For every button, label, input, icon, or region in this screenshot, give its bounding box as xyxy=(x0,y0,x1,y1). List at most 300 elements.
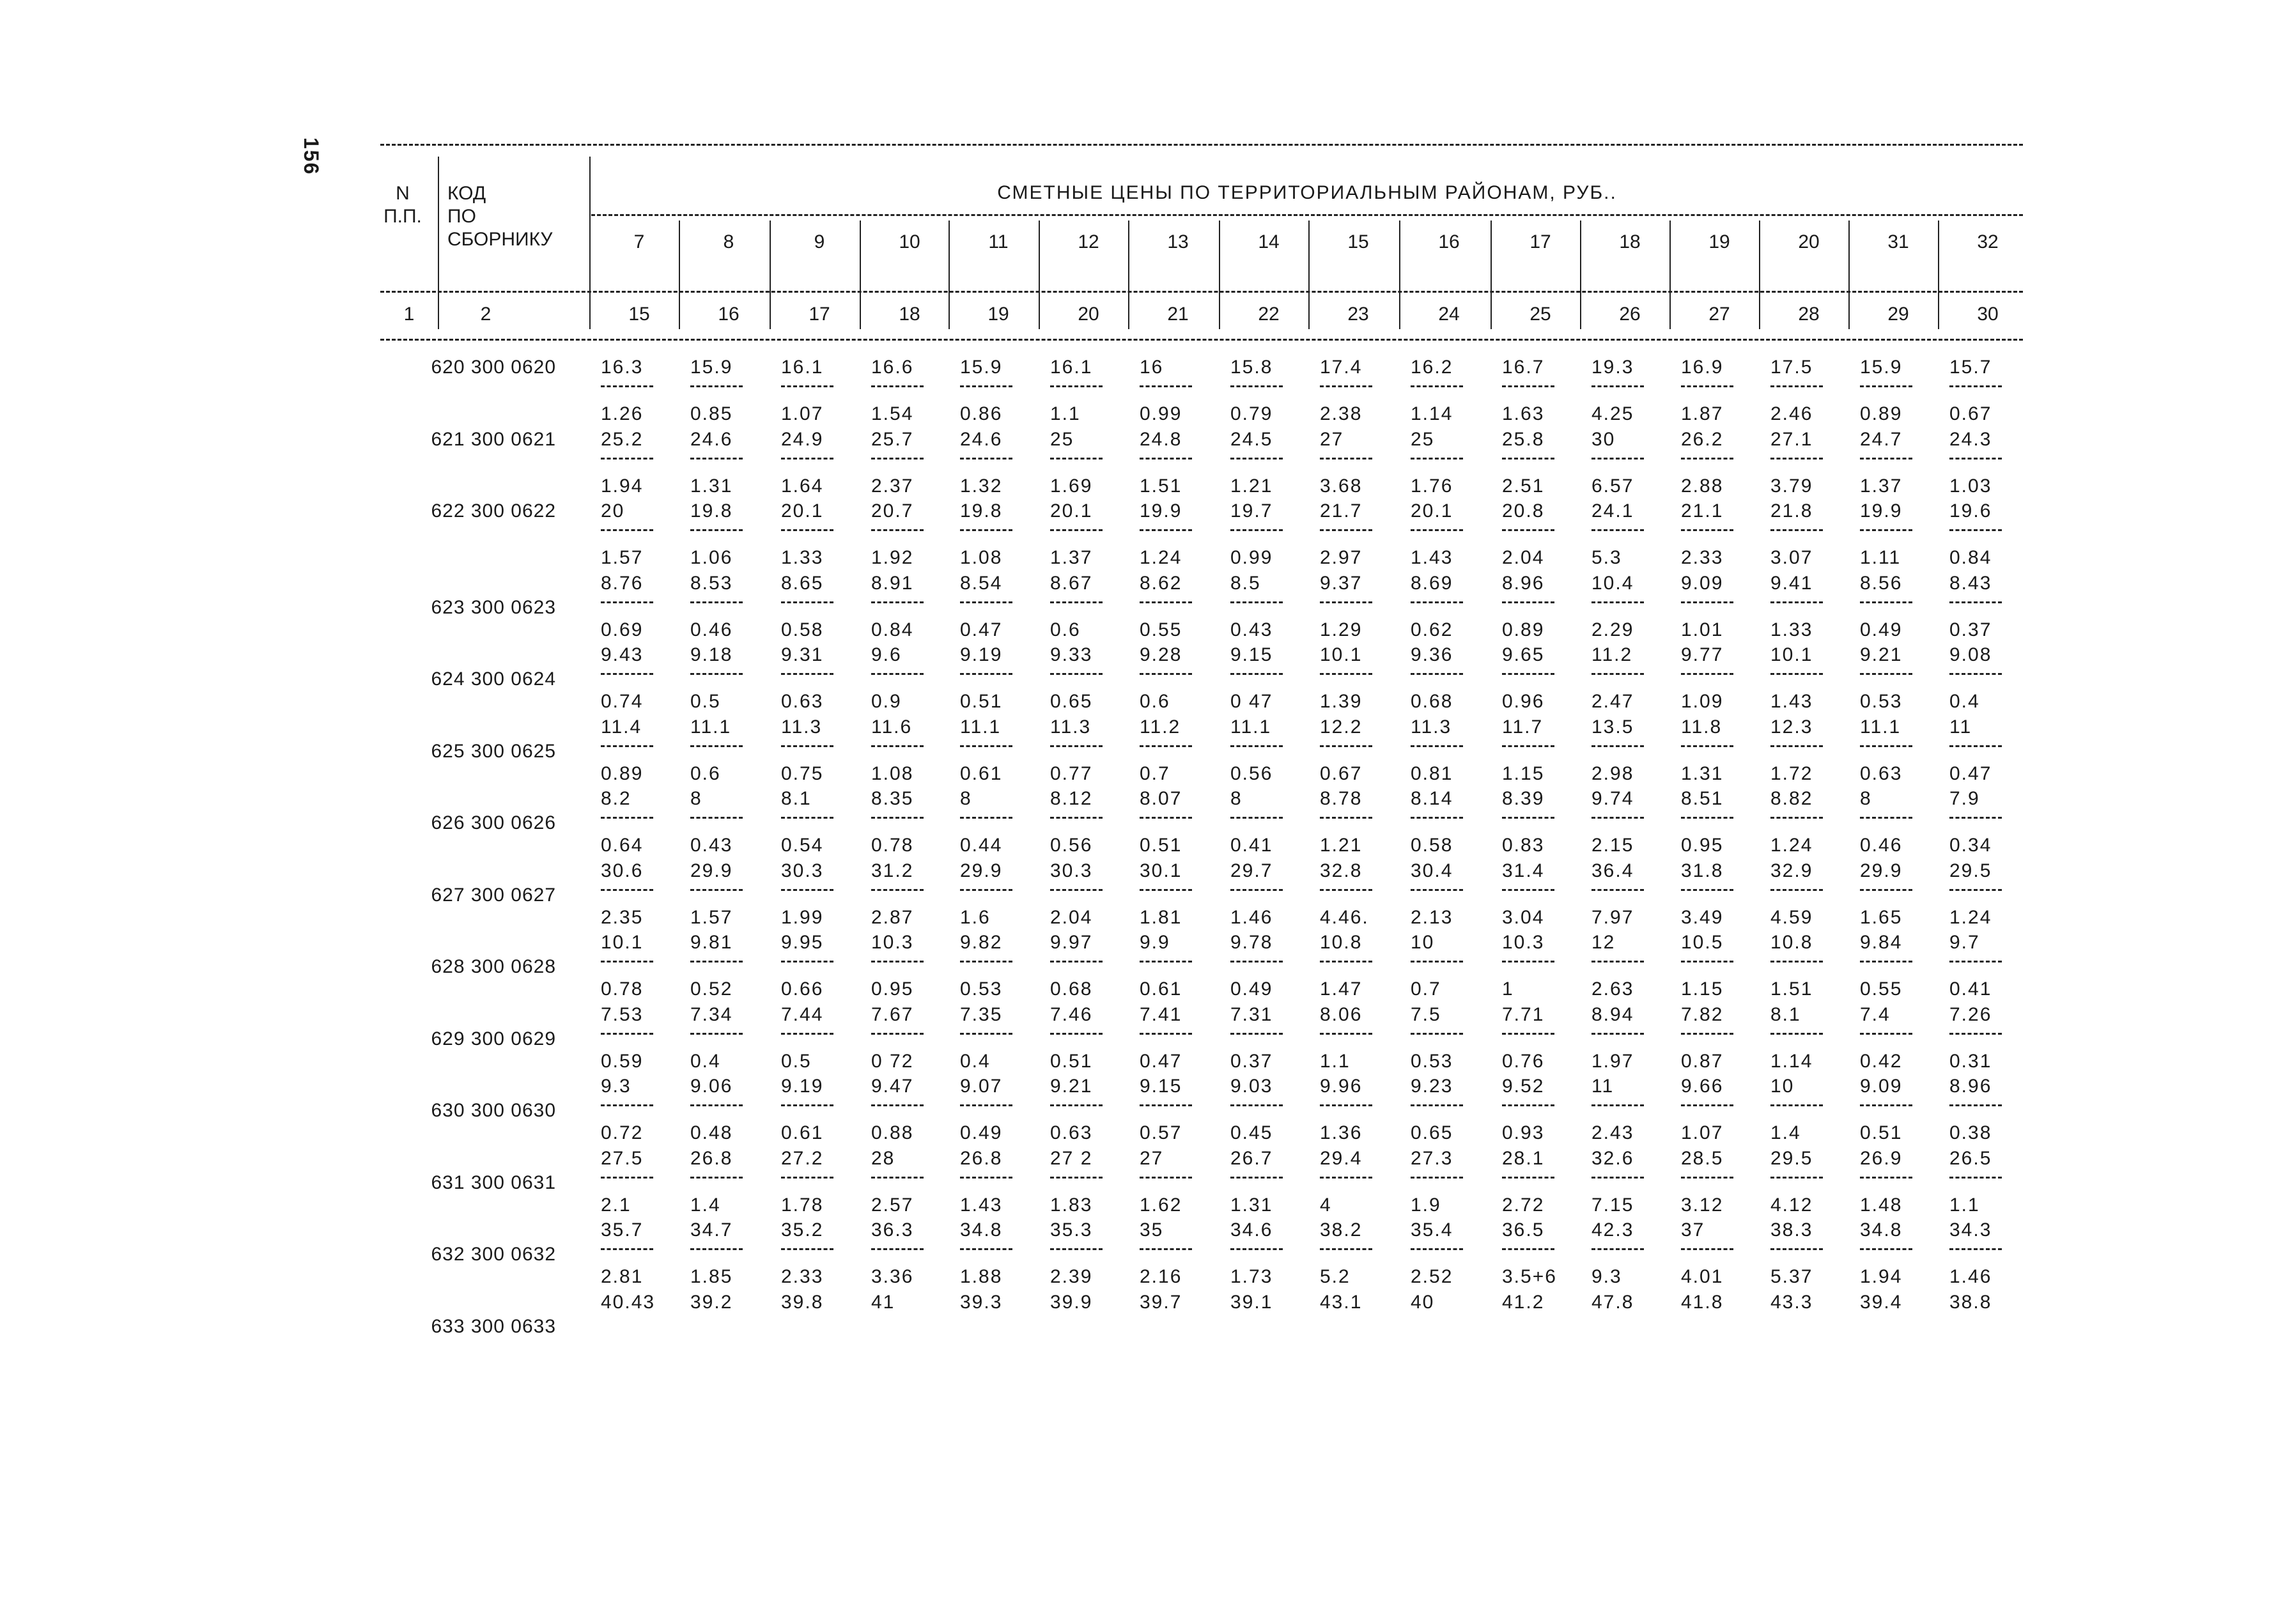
price-value: 29.9 xyxy=(1860,860,1903,881)
fraction-bar xyxy=(1860,1177,1912,1179)
price-value: 7.4 xyxy=(1860,1003,1891,1025)
fraction-bar xyxy=(871,1248,924,1250)
fraction-bar xyxy=(601,817,653,819)
price-value: 8.56 xyxy=(1860,572,1903,594)
price-value: 8.2 xyxy=(601,788,631,809)
price-value: 8.82 xyxy=(1770,788,1813,809)
fraction-bar xyxy=(1320,817,1372,819)
price-value: 19.9 xyxy=(1860,500,1903,522)
cost-value: 2.52 xyxy=(1411,1266,1453,1287)
cost-value: 2.43 xyxy=(1591,1122,1634,1143)
price-value: 36.5 xyxy=(1502,1219,1545,1241)
price-value: 9.18 xyxy=(690,644,733,665)
fraction-bar xyxy=(1230,817,1283,819)
cost-value: 0.41 xyxy=(1230,835,1273,856)
price-value: 9.74 xyxy=(1591,788,1634,809)
price-value: 9.77 xyxy=(1681,644,1724,665)
fraction-bar xyxy=(1770,961,1823,963)
fraction-bar xyxy=(1230,1177,1283,1179)
price-value: 32.8 xyxy=(1320,860,1363,881)
cost-value: 1.33 xyxy=(781,547,824,568)
price-value: 12.3 xyxy=(1770,716,1813,738)
price-value: 16 xyxy=(1140,357,1164,378)
fraction-bar xyxy=(1949,1248,2002,1250)
fraction-bar xyxy=(1140,817,1192,819)
cost-value: 1.78 xyxy=(781,1194,824,1216)
fraction-bar xyxy=(1949,673,2002,675)
colnum-30: 30 xyxy=(1977,304,1999,325)
fraction-bar xyxy=(601,1177,653,1179)
fraction-bar xyxy=(1860,1033,1912,1035)
cost-value: 1.14 xyxy=(1770,1050,1813,1072)
colnum-27: 27 xyxy=(1708,304,1730,325)
cost-value: 0.53 xyxy=(1860,691,1903,712)
cost-value: 1.63 xyxy=(1502,403,1545,424)
row-code: 627 300 0627 xyxy=(431,884,556,906)
cost-value: 1.43 xyxy=(1411,547,1453,568)
cost-value: 5.3 xyxy=(1591,547,1622,568)
cost-value: 1 xyxy=(1502,978,1514,1000)
row-code: 629 300 0629 xyxy=(431,1028,556,1049)
price-value: 7.82 xyxy=(1681,1003,1724,1025)
fraction-bar xyxy=(1949,817,2002,819)
fraction-bar xyxy=(1320,961,1372,963)
fraction-bar xyxy=(960,1033,1012,1035)
column-divider xyxy=(1669,220,1671,329)
price-value: 7.31 xyxy=(1230,1003,1273,1025)
cost-value: 0.64 xyxy=(601,835,644,856)
cost-value: 2.57 xyxy=(871,1194,914,1216)
cost-value: 1.85 xyxy=(690,1266,733,1287)
cost-value: 1.1 xyxy=(1949,1194,1980,1216)
fraction-bar xyxy=(1591,1177,1644,1179)
cost-value: 1.9 xyxy=(1411,1194,1441,1216)
fraction-bar xyxy=(1681,1033,1733,1035)
fraction-bar xyxy=(1320,1177,1372,1179)
fraction-bar xyxy=(690,1033,743,1035)
cost-value: 1.69 xyxy=(1050,475,1093,497)
fraction-bar xyxy=(1860,601,1912,603)
price-value: 9.7 xyxy=(1949,932,1980,953)
price-value: 20.8 xyxy=(1502,500,1545,522)
cost-value: 0.53 xyxy=(960,978,1003,1000)
fraction-bar xyxy=(1681,1104,1733,1106)
cost-value: 2.72 xyxy=(1502,1194,1545,1216)
cost-value: 0.83 xyxy=(1502,835,1545,856)
price-value: 28 xyxy=(871,1147,895,1169)
colnum-21: 21 xyxy=(1167,304,1189,325)
price-value: 9.3 xyxy=(601,1076,631,1097)
price-value: 39.7 xyxy=(1140,1291,1182,1313)
cost-value: 1.46 xyxy=(1230,906,1273,928)
cost-value: 4.12 xyxy=(1770,1194,1813,1216)
fraction-bar xyxy=(1949,601,2002,603)
price-value: 7.35 xyxy=(960,1003,1003,1025)
cost-value: 1.51 xyxy=(1140,475,1182,497)
fraction-bar xyxy=(1140,673,1192,675)
price-value: 30.3 xyxy=(781,860,824,881)
column-divider xyxy=(1308,220,1310,329)
price-value: 8.5 xyxy=(1230,572,1261,594)
cost-value: 0.78 xyxy=(871,835,914,856)
price-value: 16.1 xyxy=(1050,357,1093,378)
price-value: 26.5 xyxy=(1949,1147,1992,1169)
fraction-bar xyxy=(1140,1033,1192,1035)
fraction-bar xyxy=(1591,961,1644,963)
district-7: 7 xyxy=(633,231,645,252)
cost-value: 1.4 xyxy=(1770,1122,1801,1143)
price-value: 25.8 xyxy=(1502,428,1545,450)
fraction-bar xyxy=(1770,1248,1823,1250)
price-value: 10.3 xyxy=(871,932,914,953)
fraction-bar xyxy=(1502,745,1554,747)
cost-value: 0.89 xyxy=(1502,619,1545,640)
district-15: 15 xyxy=(1347,231,1369,252)
price-value: 17.4 xyxy=(1320,357,1363,378)
price-value: 9.43 xyxy=(601,644,644,665)
price-value: 8 xyxy=(960,788,972,809)
column-divider xyxy=(1580,220,1581,329)
cost-value: 1.06 xyxy=(690,547,733,568)
fraction-bar xyxy=(871,961,924,963)
header-divider-np xyxy=(438,157,439,329)
cost-value: 2.87 xyxy=(871,906,914,928)
fraction-bar xyxy=(601,529,653,531)
row-code: 620 300 0620 xyxy=(431,357,556,378)
fraction-bar xyxy=(690,1104,743,1106)
fraction-bar xyxy=(1502,385,1554,387)
cost-value: 0.6 xyxy=(1050,619,1081,640)
cost-value: 0.41 xyxy=(1949,978,1992,1000)
column-divider xyxy=(1759,220,1760,329)
cost-value: 1.97 xyxy=(1591,1050,1634,1072)
fraction-bar xyxy=(1591,817,1644,819)
cost-value: 1.33 xyxy=(1770,619,1813,640)
price-value: 7.67 xyxy=(871,1003,914,1025)
fraction-bar xyxy=(1860,817,1912,819)
cost-value: 1.88 xyxy=(960,1266,1003,1287)
price-value: 31.2 xyxy=(871,860,914,881)
row-code: 631 300 0631 xyxy=(431,1172,556,1193)
price-value: 29.9 xyxy=(960,860,1003,881)
fraction-bar xyxy=(1320,458,1372,460)
cost-value: 7.15 xyxy=(1591,1194,1634,1216)
cost-value: 2.47 xyxy=(1591,691,1634,712)
cost-value: 0.51 xyxy=(1860,1122,1903,1143)
fraction-bar xyxy=(781,1033,833,1035)
fraction-bar xyxy=(1140,601,1192,603)
price-value: 30.4 xyxy=(1411,860,1453,881)
price-value: 9.15 xyxy=(1140,1076,1182,1097)
price-value: 8.1 xyxy=(781,788,812,809)
row-code: 622 300 0622 xyxy=(431,500,556,522)
fraction-bar xyxy=(601,1248,653,1250)
price-value: 31.8 xyxy=(1681,860,1724,881)
price-value: 24.7 xyxy=(1860,428,1903,450)
fraction-bar xyxy=(1320,673,1372,675)
price-value: 16.1 xyxy=(781,357,824,378)
price-value: 21.1 xyxy=(1681,500,1724,522)
cost-value: 0.85 xyxy=(690,403,733,424)
cost-value: 0.61 xyxy=(781,1122,824,1143)
fraction-bar xyxy=(601,1033,653,1035)
district-16: 16 xyxy=(1438,231,1460,252)
colnum-1: 1 xyxy=(403,304,415,325)
price-value: 8.1 xyxy=(1770,1003,1801,1025)
fraction-bar xyxy=(1681,889,1733,891)
cost-value: 1.21 xyxy=(1230,475,1273,497)
price-value: 35.7 xyxy=(601,1219,644,1241)
cost-value: 0.61 xyxy=(1140,978,1182,1000)
price-value: 9.82 xyxy=(960,932,1003,953)
fraction-bar xyxy=(1050,1033,1103,1035)
price-value: 40 xyxy=(1411,1291,1435,1313)
fraction-bar xyxy=(960,817,1012,819)
price-value: 19.3 xyxy=(1591,357,1634,378)
fraction-bar xyxy=(601,458,653,460)
cost-value: 4.59 xyxy=(1770,906,1813,928)
price-value: 38.8 xyxy=(1949,1291,1992,1313)
fraction-bar xyxy=(781,673,833,675)
cost-value: 1.43 xyxy=(960,1194,1003,1216)
cost-value: 0.51 xyxy=(1050,1050,1093,1072)
price-value: 9.47 xyxy=(871,1076,914,1097)
price-value: 8.35 xyxy=(871,788,914,809)
fraction-bar xyxy=(1411,385,1463,387)
district-9: 9 xyxy=(814,231,825,252)
fraction-bar xyxy=(960,1104,1012,1106)
colnum-25: 25 xyxy=(1529,304,1551,325)
cost-value: 0.44 xyxy=(960,835,1003,856)
fraction-bar xyxy=(1050,458,1103,460)
fraction-bar xyxy=(1502,529,1554,531)
cost-value: 0.47 xyxy=(960,619,1003,640)
colnum-2: 2 xyxy=(480,304,492,325)
price-value: 8.07 xyxy=(1140,788,1182,809)
fraction-bar xyxy=(871,458,924,460)
fraction-bar xyxy=(1230,1248,1283,1250)
cost-value: 0.89 xyxy=(601,762,644,784)
row-code: 626 300 0626 xyxy=(431,812,556,833)
fraction-bar xyxy=(1411,961,1463,963)
price-value: 9.78 xyxy=(1230,932,1273,953)
price-value: 7.41 xyxy=(1140,1003,1182,1025)
district-11: 11 xyxy=(988,231,1009,252)
cost-value: 0.81 xyxy=(1411,762,1453,784)
cost-value: 1.83 xyxy=(1050,1194,1093,1216)
cost-value: 1.46 xyxy=(1949,1266,1992,1287)
fraction-bar xyxy=(1860,1248,1912,1250)
fraction-bar xyxy=(960,745,1012,747)
price-value: 11.1 xyxy=(960,716,1002,738)
fraction-bar xyxy=(871,745,924,747)
price-value: 30.1 xyxy=(1140,860,1182,881)
price-value: 19.8 xyxy=(960,500,1003,522)
fraction-bar xyxy=(1411,1033,1463,1035)
cost-value: 1.08 xyxy=(871,762,914,784)
price-value: 29.4 xyxy=(1320,1147,1363,1169)
price-value: 11.1 xyxy=(690,716,732,738)
fraction-bar xyxy=(1681,673,1733,675)
price-value: 9.81 xyxy=(690,932,733,953)
price-value: 16.7 xyxy=(1502,357,1545,378)
cost-value: 0.55 xyxy=(1860,978,1903,1000)
fraction-bar xyxy=(1411,1104,1463,1106)
price-value: 15.9 xyxy=(1860,357,1903,378)
fraction-bar xyxy=(1591,889,1644,891)
fraction-bar xyxy=(1591,673,1644,675)
cost-value: 0.49 xyxy=(960,1122,1003,1143)
price-value: 12.2 xyxy=(1320,716,1363,738)
fraction-bar xyxy=(1681,385,1733,387)
cost-value: 0.48 xyxy=(690,1122,733,1143)
cost-value: 0.78 xyxy=(601,978,644,1000)
fraction-bar xyxy=(690,745,743,747)
fraction-bar xyxy=(1770,601,1823,603)
district-20: 20 xyxy=(1798,231,1820,252)
cost-value: 0.47 xyxy=(1949,762,1992,784)
fraction-bar xyxy=(960,1177,1012,1179)
price-value: 10.5 xyxy=(1681,932,1724,953)
fraction-bar xyxy=(781,1177,833,1179)
price-value: 16.2 xyxy=(1411,357,1453,378)
price-value: 21.7 xyxy=(1320,500,1363,522)
cost-value: 1.43 xyxy=(1770,691,1813,712)
cost-value: 0.95 xyxy=(1681,835,1724,856)
fraction-bar xyxy=(1320,385,1372,387)
column-divider xyxy=(1039,220,1040,329)
fraction-bar xyxy=(1591,1104,1644,1106)
cost-value: 1.51 xyxy=(1770,978,1813,1000)
column-divider xyxy=(1399,220,1400,329)
cost-value: 0.54 xyxy=(781,835,824,856)
price-value: 11.1 xyxy=(1860,716,1901,738)
cost-value: 0.87 xyxy=(1681,1050,1724,1072)
colnum-29: 29 xyxy=(1887,304,1909,325)
price-value: 8.06 xyxy=(1320,1003,1363,1025)
cost-value: 4 xyxy=(1320,1194,1332,1216)
cost-value: 1.48 xyxy=(1860,1194,1903,1216)
price-value: 41 xyxy=(871,1291,895,1313)
price-value: 24.9 xyxy=(781,428,824,450)
cost-value: 1.81 xyxy=(1140,906,1182,928)
price-value: 8.39 xyxy=(1502,788,1545,809)
price-value: 32.9 xyxy=(1770,860,1813,881)
cost-value: 0.47 xyxy=(1140,1050,1182,1072)
cost-value: 1.15 xyxy=(1681,978,1724,1000)
cost-value: 0.4 xyxy=(960,1050,991,1072)
cost-value: 1.92 xyxy=(871,547,914,568)
cost-value: 1.24 xyxy=(1770,835,1813,856)
cost-value: 3.79 xyxy=(1770,475,1813,497)
cost-value: 0.84 xyxy=(1949,547,1992,568)
fraction-bar xyxy=(1591,745,1644,747)
price-value: 11.1 xyxy=(1230,716,1272,738)
fraction-bar xyxy=(960,889,1012,891)
price-value: 9.21 xyxy=(1050,1076,1093,1097)
fraction-bar xyxy=(781,1104,833,1106)
price-value: 9.66 xyxy=(1681,1076,1724,1097)
fraction-bar xyxy=(601,889,653,891)
cost-value: 3.12 xyxy=(1681,1194,1724,1216)
cost-value: 0.49 xyxy=(1230,978,1273,1000)
price-value: 11.3 xyxy=(1050,716,1092,738)
colnum-17: 17 xyxy=(809,304,830,325)
price-value: 12 xyxy=(1591,932,1616,953)
cost-value: 6.57 xyxy=(1591,475,1634,497)
fraction-bar xyxy=(1860,889,1912,891)
cost-value: 3.49 xyxy=(1681,906,1724,928)
price-value: 11.4 xyxy=(601,716,642,738)
fraction-bar xyxy=(1502,673,1554,675)
price-value: 29.5 xyxy=(1949,860,1992,881)
row-code: 633 300 0633 xyxy=(431,1315,556,1337)
district-10: 10 xyxy=(899,231,920,252)
price-value: 10.3 xyxy=(1502,932,1545,953)
fraction-bar xyxy=(1411,1177,1463,1179)
fraction-bar xyxy=(1681,817,1733,819)
price-value: 9.09 xyxy=(1860,1076,1903,1097)
price-value: 11.8 xyxy=(1681,716,1723,738)
fraction-bar xyxy=(871,1033,924,1035)
price-value: 11.3 xyxy=(1411,716,1452,738)
fraction-bar xyxy=(1411,817,1463,819)
price-value: 9.03 xyxy=(1230,1076,1273,1097)
fraction-bar xyxy=(1411,601,1463,603)
price-value: 9.37 xyxy=(1320,572,1363,594)
cost-value: 0 47 xyxy=(1230,691,1273,712)
cost-value: 5.2 xyxy=(1320,1266,1351,1287)
fraction-bar xyxy=(781,529,833,531)
fraction-bar xyxy=(1230,601,1283,603)
price-value: 9.96 xyxy=(1320,1076,1363,1097)
price-value: 8.94 xyxy=(1591,1003,1634,1025)
price-value: 8.96 xyxy=(1502,572,1545,594)
fraction-bar xyxy=(601,961,653,963)
price-value: 9.07 xyxy=(960,1076,1003,1097)
fraction-bar xyxy=(1860,961,1912,963)
price-value: 35.2 xyxy=(781,1219,824,1241)
price-value: 39.3 xyxy=(960,1291,1003,1313)
price-value: 9.28 xyxy=(1140,644,1182,665)
cost-value: 0.7 xyxy=(1140,762,1170,784)
price-value: 20 xyxy=(601,500,625,522)
fraction-bar xyxy=(1320,1104,1372,1106)
price-value: 35 xyxy=(1140,1219,1164,1241)
price-value: 27 xyxy=(1140,1147,1164,1169)
price-value: 43.1 xyxy=(1320,1291,1363,1313)
price-value: 39.4 xyxy=(1860,1291,1903,1313)
price-value: 39.8 xyxy=(781,1291,824,1313)
price-value: 20.1 xyxy=(1411,500,1453,522)
price-value: 9.09 xyxy=(1681,572,1724,594)
fraction-bar xyxy=(1860,458,1912,460)
price-value: 9.97 xyxy=(1050,932,1093,953)
district-17: 17 xyxy=(1529,231,1551,252)
fraction-bar xyxy=(1140,961,1192,963)
cost-value: 0.55 xyxy=(1140,619,1182,640)
column-divider xyxy=(770,220,771,329)
fraction-bar xyxy=(1140,385,1192,387)
price-value: 9.36 xyxy=(1411,644,1453,665)
price-value: 36.4 xyxy=(1591,860,1634,881)
price-value: 38.3 xyxy=(1770,1219,1813,1241)
cost-value: 2.35 xyxy=(601,906,644,928)
price-value: 20.1 xyxy=(781,500,824,522)
fraction-bar xyxy=(1770,458,1823,460)
fraction-bar xyxy=(690,961,743,963)
cost-value: 1.31 xyxy=(690,475,733,497)
